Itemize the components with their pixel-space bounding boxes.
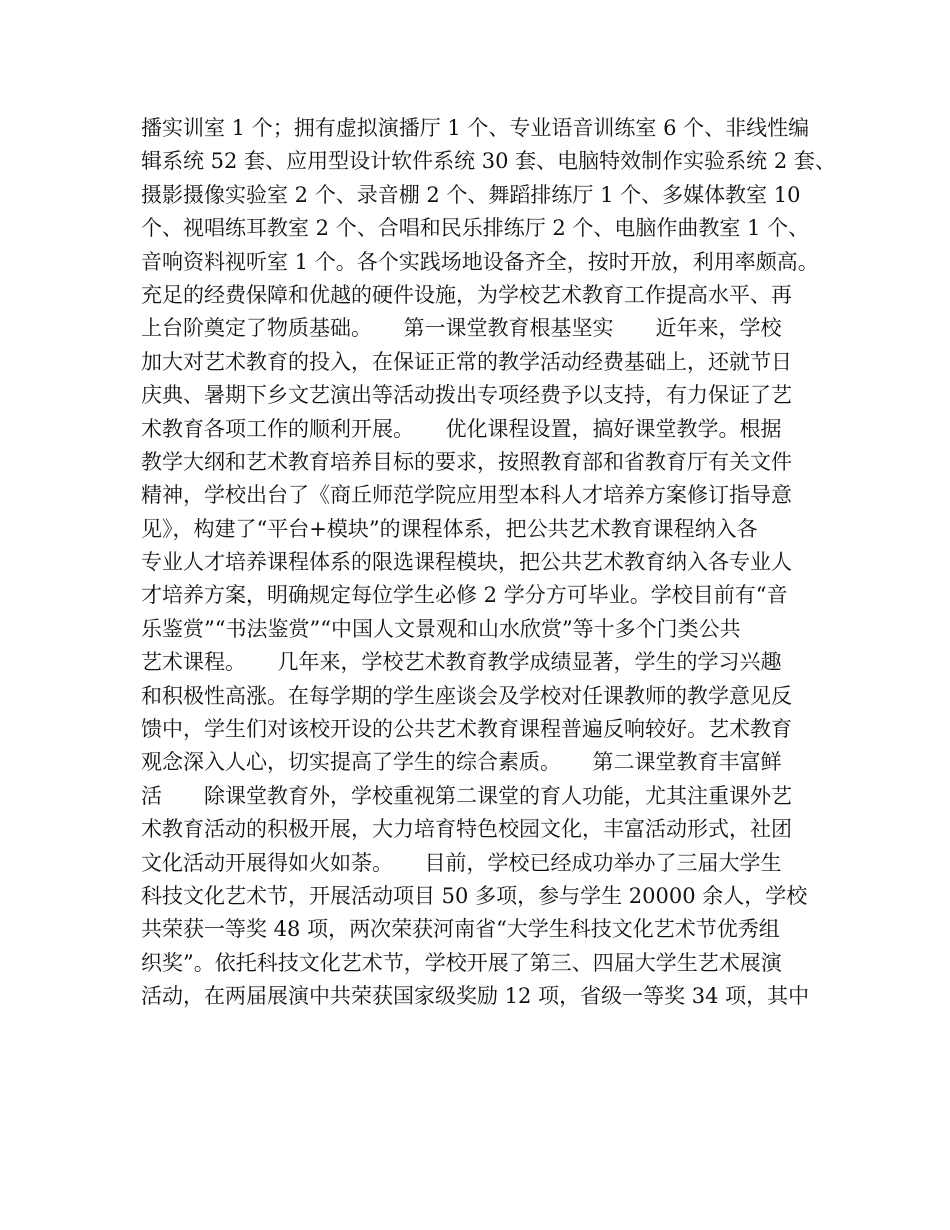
text-line: 精神，学校出台了《商丘师范学院应用型本科人才培养方案修订指导意 bbox=[141, 483, 792, 508]
text-line: 个、视唱练耳教室 2 个、合唱和民乐排练厅 2 个、电脑作曲教室 1 个、 bbox=[141, 216, 810, 241]
text-line: 馈中，学生们对该校开设的公共艺术教育课程普遍反响较好。艺术教育 bbox=[141, 717, 792, 742]
text-line: 文化活动开展得如火如荼。 目前，学校已经成功举办了三届大学生 bbox=[141, 850, 782, 875]
text-line: 术教育活动的积极开展，大力培育特色校园文化，丰富活动形式，社团 bbox=[141, 817, 792, 842]
text-line: 加大对艺术教育的投入，在保证正常的教学活动经费基础上，还就节日 bbox=[141, 349, 792, 374]
text-line: 上台阶奠定了物质基础。 第一课堂教育根基坚实 近年来，学校 bbox=[141, 316, 782, 341]
text-line: 庆典、暑期下乡文艺演出等活动拨出专项经费予以支持，有力保证了艺 bbox=[141, 383, 792, 408]
text-line: 辑系统 52 套、应用型设计软件系统 30 套、电脑特效制作实验系统 2 套、 bbox=[141, 149, 836, 174]
body-text bbox=[141, 112, 836, 1014]
text-line: 摄影摄像实验室 2 个、录音棚 2 个、舞蹈排练厅 1 个、多媒体教室 10 bbox=[141, 182, 801, 207]
text-line: 活 除课堂教育外，学校重视第二课堂的育人功能，尤其注重课外艺 bbox=[141, 783, 792, 808]
text-line: 音响资料视听室 1 个。各个实践场地设备齐全，按时开放，利用率颇高。 bbox=[141, 249, 819, 274]
text-line: 乐鉴赏”“书法鉴赏”“中国人文景观和山水欣赏”等十多个门类公共 bbox=[141, 616, 741, 641]
text-line: 术教育各项工作的顺利开展。 优化课程设置，搞好课堂教学。根据 bbox=[141, 416, 782, 441]
text-line: 共荣获一等奖 48 项，两次荣获河南省“大学生科技文化艺术节优秀组 bbox=[141, 917, 780, 942]
text-line: 播实训室 1 个；拥有虚拟演播厅 1 个、专业语音训练室 6 个、非线性编 bbox=[141, 116, 810, 140]
text-line: 科技文化艺术节，开展活动项目 50 多项，参与学生 20000 余人，学校 bbox=[141, 883, 808, 908]
text-line: 观念深入人心，切实提高了学生的综合素质。 第二课堂教育丰富鲜 bbox=[141, 750, 782, 775]
text-line: 织奖”。依托科技文化艺术节，学校开展了第三、四届大学生艺术展演 bbox=[141, 950, 782, 975]
text-line: 专业人才培养课程体系的限选课程模块，把公共艺术教育纳入各专业人 bbox=[141, 550, 792, 575]
text-line: 才培养方案，明确规定每位学生必修 2 学分方可毕业。学校目前有“音 bbox=[141, 583, 788, 608]
text-line: 教学大纲和艺术教育培养目标的要求，按照教育部和省教育厅有关文件 bbox=[141, 449, 792, 474]
text-line: 活动，在两届展演中共荣获国家级奖励 12 项，省级一等奖 34 项，其中 bbox=[141, 984, 810, 1009]
text-line: 和积极性高涨。在每学期的学生座谈会及学校对任课教师的教学意见反 bbox=[141, 683, 792, 708]
text-line: 充足的经费保障和优越的硬件设施，为学校艺术教育工作提高水平、再 bbox=[141, 282, 792, 307]
text-line: 见》，构建了“平台+模块”的课程体系，把公共艺术教育课程纳入各 bbox=[141, 516, 758, 541]
text-line: 艺术课程。 几年来，学校艺术教育教学成绩显著，学生的学习兴趣 bbox=[141, 650, 782, 675]
